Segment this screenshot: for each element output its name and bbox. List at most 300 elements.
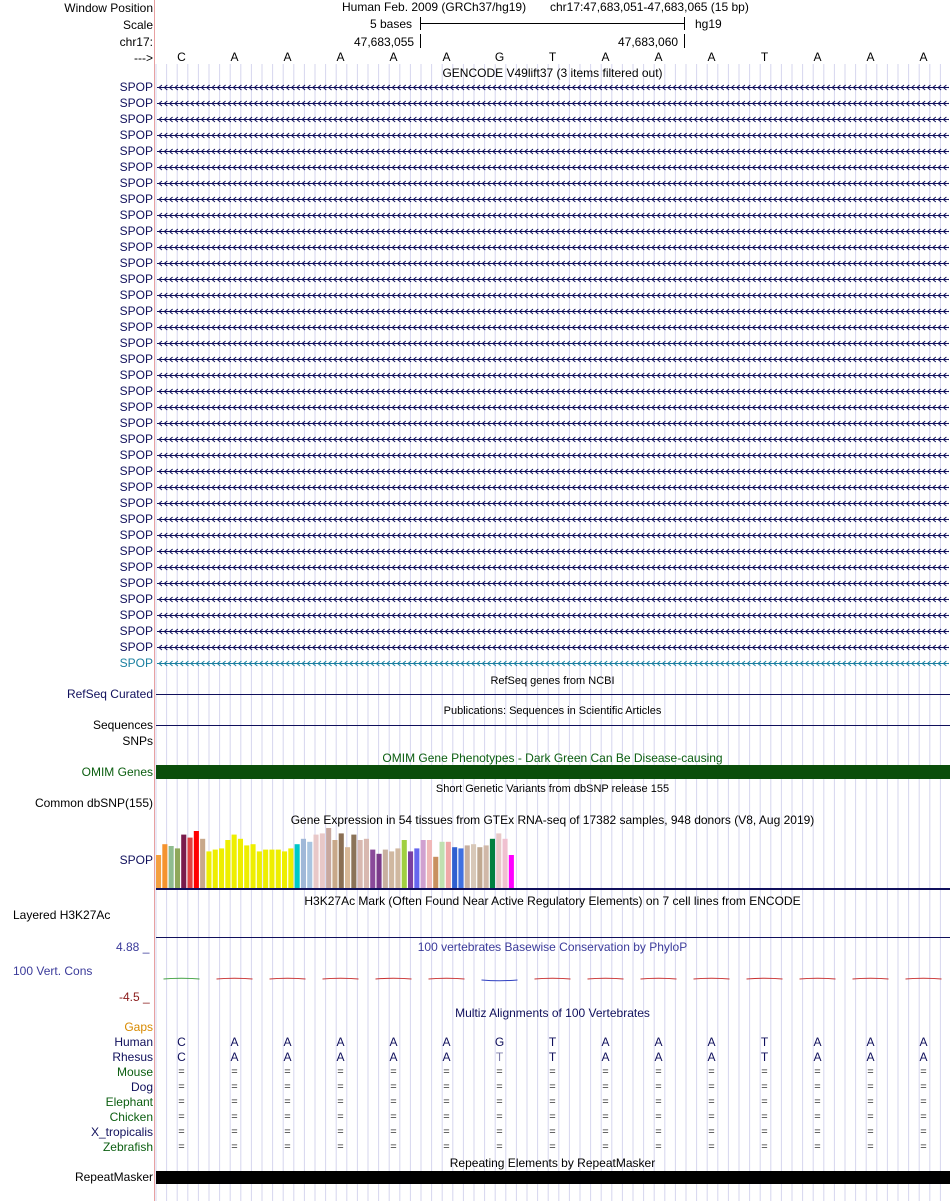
gencode-transcript[interactable] [157,545,949,558]
alignment-base: = [867,1141,874,1153]
alignment-base: = [178,1081,185,1093]
reference-base: A [336,50,345,64]
gencode-gene-label[interactable]: SPOP [119,256,153,270]
gtex-tissue-bar [377,854,382,888]
gencode-transcript[interactable] [157,561,949,574]
alignment-base: = [178,1111,185,1123]
gencode-gene-label[interactable]: SPOP [119,608,153,622]
gencode-transcript[interactable] [157,305,949,318]
alignment-base: = [549,1126,556,1138]
alignment-base: A [230,1035,239,1049]
gencode-transcript[interactable] [157,401,949,414]
gencode-transcript[interactable] [157,481,949,494]
gtex-tissue-bar [446,842,451,888]
alignment-base: = [390,1081,397,1093]
gtex-tissue-bar [427,840,432,888]
reference-base: T [548,50,557,64]
alignment-base: A [601,1035,610,1049]
species-label[interactable]: X_tropicalis [90,1125,153,1139]
gtex-tissue-bar [484,845,489,888]
reference-base: A [919,50,928,64]
gencode-gene-label[interactable]: SPOP [119,208,153,222]
alignment-base: C [177,1050,186,1064]
gtex-tissue-bar [269,850,274,888]
alignment-base: = [284,1111,291,1123]
gencode-gene-label[interactable]: SPOP [119,128,153,142]
gencode-gene-label[interactable]: SPOP [119,176,153,190]
alignment-base: = [761,1096,768,1108]
coord-right: 47,683,060 [618,35,679,49]
chrom-label: chr17: [119,35,153,49]
h3k27ac-title[interactable]: H3K27Ac Mark (Often Found Near Active Regulatory Elements) on 7 cell lines from ENCODE [304,894,801,908]
phylop-score-mark [853,978,889,979]
alignment-base: = [496,1096,503,1108]
gencode-transcript[interactable] [157,145,949,158]
refseq-title[interactable]: RefSeq genes from NCBI [490,675,615,687]
gencode-transcript[interactable] [157,129,949,142]
gtex-tissue-bar [282,851,287,888]
gtex-tissue-bar [509,855,514,888]
gencode-transcript[interactable] [157,321,949,334]
alignment-base: = [602,1126,609,1138]
alignment-base: C [177,1035,186,1049]
gencode-transcript[interactable] [157,209,949,222]
gencode-transcript[interactable] [157,369,949,382]
alignment-base: = [231,1081,238,1093]
gtex-tissue-bar [339,833,344,888]
gencode-transcript[interactable] [157,385,949,398]
gencode-transcript[interactable] [157,449,949,462]
species-label[interactable]: Zebrafish [102,1140,153,1154]
gtex-tissue-bar [345,847,350,888]
omim-label[interactable]: OMIM Genes [81,765,153,779]
gencode-transcript[interactable] [157,529,949,542]
alignment-base: A [601,1050,610,1064]
alignment-base: = [602,1066,609,1078]
gencode-transcript[interactable] [157,257,949,270]
alignment-base: = [231,1096,238,1108]
alignment-base: = [708,1141,715,1153]
repeatmasker-bar[interactable] [156,1171,950,1184]
alignment-base: = [178,1126,185,1138]
alignment-base: = [814,1111,821,1123]
gtex-tissue-bar [452,847,457,888]
alignment-base: = [708,1096,715,1108]
phylop-score-mark [217,978,253,979]
species-label[interactable]: Mouse [116,1065,153,1079]
gtex-tissue-bar [433,857,438,888]
gtex-tissue-bar [238,839,243,888]
gencode-transcript[interactable] [157,353,949,366]
gencode-transcript[interactable] [157,177,949,190]
gtex-tissue-bar [188,838,193,888]
alignment-base: = [549,1141,556,1153]
alignment-base: = [602,1141,609,1153]
alignment-base: = [443,1096,450,1108]
gtex-tissue-bar [251,844,256,888]
gtex-tissue-bar [307,842,312,888]
alignment-base: A [866,1035,875,1049]
species-label[interactable]: Human [114,1035,153,1049]
alignment-base: = [708,1066,715,1078]
scale-text: 5 bases [370,17,413,31]
alignment-base: = [655,1096,662,1108]
gencode-gene-label[interactable]: SPOP [119,592,153,606]
gtex-tissue-bar [219,848,224,888]
publications-title[interactable]: Publications: Sequences in Scientific Articles [443,705,662,717]
coord-tick-right [684,34,685,48]
gencode-gene-label[interactable]: SPOP [119,624,153,638]
alignment-base: = [655,1111,662,1123]
alignment-base: A [654,1035,663,1049]
alignment-base: T [548,1035,557,1049]
gtex-tissue-bar [465,845,470,888]
alignment-base: A [654,1050,663,1064]
gtex-tissue-bar [301,839,306,888]
phylop-score-mark [694,978,730,979]
alignment-base: = [284,1066,291,1078]
alignment-base: = [814,1096,821,1108]
gencode-transcript[interactable] [157,337,949,350]
phylop-label[interactable]: 100 Vert. Cons [13,964,93,978]
gtex-tissue-bar [408,851,413,888]
gencode-transcript[interactable] [157,241,949,254]
repeatmasker-label[interactable]: RepeatMasker [74,1170,153,1184]
alignment-base: = [920,1096,927,1108]
gencode-gene-label[interactable]: SPOP [119,80,153,94]
gencode-transcript[interactable] [157,593,949,606]
alignment-base: = [496,1066,503,1078]
alignment-base: = [337,1141,344,1153]
alignment-base: = [443,1111,450,1123]
reference-base: A [389,50,398,64]
gencode-gene-label[interactable]: SPOP [119,224,153,238]
phylop-score-mark [429,978,465,979]
alignment-base: = [655,1081,662,1093]
gencode-transcript[interactable] [157,513,949,526]
alignment-base: = [814,1081,821,1093]
gencode-gene-label[interactable]: SPOP [119,640,153,654]
alignment-base: = [443,1081,450,1093]
dbsnp-title[interactable]: Short Genetic Variants from dbSNP release 155 [435,783,670,795]
alignment-base: A [813,1035,822,1049]
alignment-base: = [920,1081,927,1093]
gencode-gene-label[interactable]: SPOP [119,96,153,110]
reference-base: A [230,50,239,64]
species-label[interactable]: Dog [130,1080,153,1094]
coord-tick-left [420,34,421,48]
gencode-gene-label[interactable]: SPOP [119,576,153,590]
alignment-base: = [655,1141,662,1153]
gtex-tissue-bar [458,848,463,888]
gencode-gene-label[interactable]: SPOP [119,192,153,206]
gtex-tissue-bar [490,839,495,888]
alignment-base: = [761,1126,768,1138]
gencode-gene-label[interactable]: SPOP [119,368,153,382]
phylop-score-mark [800,978,836,979]
gencode-transcript[interactable] [157,273,949,286]
gencode-transcript[interactable] [157,193,949,206]
species-label[interactable]: Rhesus [112,1050,153,1064]
gencode-gene-label[interactable]: SPOP [119,560,153,574]
gtex-tissue-bar [320,833,325,888]
refseq-label[interactable]: RefSeq Curated [66,687,153,701]
alignment-base: = [761,1066,768,1078]
phylop-min-label: -4.5 _ [119,990,150,1004]
alignment-base: = [920,1141,927,1153]
alignment-base: = [231,1141,238,1153]
publications-label[interactable]: Sequences [92,718,153,732]
alignment-base: = [708,1081,715,1093]
gencode-gene-label[interactable]: SPOP [119,240,153,254]
h3k27ac-line [156,937,950,938]
gencode-gene-label[interactable]: SPOP [119,400,153,414]
gencode-gene-label[interactable]: SPOP [119,160,153,174]
gtex-tissue-bar [162,844,167,888]
alignment-base: = [496,1081,503,1093]
reference-base: A [654,50,663,64]
alignment-base: A [442,1050,451,1064]
alignment-base: = [231,1111,238,1123]
gencode-transcript[interactable] [157,465,949,478]
assembly-name: Human Feb. 2009 (GRCh37/hg19) [342,0,527,14]
alignment-base: A [707,1035,716,1049]
gencode-transcript[interactable] [157,161,949,174]
gencode-gene-label[interactable]: SPOP [119,480,153,494]
position-text[interactable]: chr17:47,683,051-47,683,065 (15 bp) [550,0,749,14]
alignment-base: = [443,1066,450,1078]
alignment-base: = [920,1066,927,1078]
db-name: hg19 [695,17,722,31]
alignment-base: A [283,1050,292,1064]
alignment-base: = [549,1081,556,1093]
gencode-gene-label[interactable]: SPOP [119,112,153,126]
gencode-gene-label[interactable]: SPOP [119,288,153,302]
gencode-transcript[interactable] [157,225,949,238]
scale-bar [420,23,685,24]
gtex-tissue-bar [389,851,394,888]
snps-label[interactable]: SNPs [122,734,153,748]
gencode-title[interactable]: GENCODE V49lift37 (3 items filtered out) [442,66,663,80]
gtex-tissue-bar [295,844,300,888]
reference-base: A [866,50,875,64]
alignment-base: = [284,1126,291,1138]
alignment-base: = [231,1126,238,1138]
alignment-base: = [814,1066,821,1078]
gtex-tissue-bar [421,840,426,888]
gencode-transcript[interactable] [157,289,949,302]
alignment-base: T [495,1050,504,1064]
gencode-gene-label[interactable]: SPOP [119,352,153,366]
alignment-base: A [919,1050,928,1064]
alignment-base: = [867,1066,874,1078]
gencode-gene-label[interactable]: SPOP [119,416,153,430]
window-position-label: Window Position [64,1,153,15]
species-label[interactable]: Chicken [109,1110,153,1124]
alignment-base: = [761,1081,768,1093]
reference-base: T [760,50,769,64]
omim-title[interactable]: OMIM Gene Phenotypes - Dark Green Can Be Disease-causing [382,751,723,765]
alignment-base: = [390,1141,397,1153]
alignment-base: = [655,1066,662,1078]
alignment-base: = [655,1126,662,1138]
gtex-tissue-bar [288,848,293,888]
gencode-transcript[interactable] [157,97,949,110]
gtex-tissue-bar [276,850,281,888]
gtex-tissue-bar [471,844,476,888]
gencode-gene-label[interactable]: SPOP [119,656,153,670]
refseq-line[interactable] [156,694,950,695]
gencode-transcript[interactable] [157,81,949,94]
alignment-base: = [549,1096,556,1108]
phylop-graph[interactable] [156,970,950,990]
h3k27ac-label[interactable]: Layered H3K27Ac [13,908,111,922]
alignment-base: = [178,1141,185,1153]
gencode-gene-label[interactable]: SPOP [119,496,153,510]
gencode-gene-label[interactable]: SPOP [119,448,153,462]
alignment-base: = [867,1096,874,1108]
alignment-base: A [389,1050,398,1064]
alignment-base: = [390,1096,397,1108]
gencode-gene-label[interactable]: SPOP [119,432,153,446]
gtex-tissue-bar [332,840,337,888]
gencode-transcript[interactable] [157,625,949,638]
dbsnp-label[interactable]: Common dbSNP(155) [34,796,153,810]
gtex-tissue-bar [496,833,501,888]
gtex-tissue-bar [213,850,218,888]
gencode-gene-label[interactable]: SPOP [119,272,153,286]
alignment-base: = [867,1111,874,1123]
alignment-base: A [230,1050,239,1064]
alignment-base: A [919,1035,928,1049]
alignment-base: = [337,1126,344,1138]
alignment-base: G [494,1035,505,1049]
alignment-base: A [336,1035,345,1049]
gencode-gene-label[interactable]: SPOP [119,304,153,318]
gtex-tissue-bar [181,835,186,888]
alignment-base: = [390,1066,397,1078]
gtex-tissue-bar [414,848,419,888]
gtex-tissue-bar [232,835,237,888]
omim-bar[interactable] [156,765,950,779]
alignment-base: = [920,1111,927,1123]
alignment-base: A [283,1035,292,1049]
gencode-gene-label[interactable]: SPOP [119,512,153,526]
alignment-base: A [866,1050,875,1064]
publications-line[interactable] [156,725,950,726]
scale-label: Scale [122,18,153,32]
gencode-gene-label[interactable]: SPOP [119,544,153,558]
gencode-transcript[interactable] [157,577,949,590]
gtex-tissue-bar [314,835,319,888]
reference-base: G [494,50,505,64]
gencode-gene-label[interactable]: SPOP [119,464,153,478]
alignment-base: = [920,1126,927,1138]
gencode-transcript[interactable] [157,113,949,126]
gencode-transcript[interactable] [157,609,949,622]
gencode-gene-label[interactable]: SPOP [119,528,153,542]
alignment-base: = [761,1111,768,1123]
phylop-score-mark [164,978,200,979]
gtex-tissue-bar [156,855,161,888]
alignment-base: = [602,1081,609,1093]
alignment-base: = [814,1126,821,1138]
alignment-base: = [496,1111,503,1123]
alignment-base: A [707,1050,716,1064]
alignment-base: = [443,1141,450,1153]
alignment-base: = [602,1111,609,1123]
alignment-base: = [337,1111,344,1123]
alignment-base: = [231,1066,238,1078]
gencode-transcript[interactable] [157,497,949,510]
alignment-base: = [814,1141,821,1153]
phylop-score-mark [906,978,942,979]
gencode-gene-label[interactable]: SPOP [119,384,153,398]
strand-label: ---> [134,51,153,65]
alignment-base: = [390,1111,397,1123]
gencode-gene-label[interactable]: SPOP [119,144,153,158]
gtex-tissue-bar [244,845,249,888]
alignment-base: = [708,1126,715,1138]
phylop-score-mark [270,978,306,979]
gtex-tissue-bar [175,848,180,888]
alignment-base: = [496,1141,503,1153]
alignment-base: T [760,1050,769,1064]
gencode-transcript[interactable] [157,657,949,670]
alignment-base: = [284,1141,291,1153]
phylop-score-mark [482,980,518,981]
alignment-base: = [602,1096,609,1108]
gtex-title[interactable]: Gene Expression in 54 tissues from GTEx RNA-seq of 17382 samples, 948 donors (V8, Aug 2019) [290,813,815,827]
multiz-title[interactable]: Multiz Alignments of 100 Vertebrates [455,1006,650,1020]
gtex-bar-chart[interactable] [156,826,950,890]
phylop-score-mark [535,978,571,979]
gaps-label: Gaps [124,1020,153,1034]
alignment-base: = [496,1126,503,1138]
species-label[interactable]: Elephant [105,1095,153,1109]
alignment-base: = [867,1126,874,1138]
label-divider [154,0,155,1201]
reference-base: A [601,50,610,64]
reference-base: C [177,50,186,64]
alignment-base: = [549,1111,556,1123]
scale-tick-right [684,17,685,30]
gtex-tissue-bar [200,839,205,888]
gtex-tissue-bar [206,851,211,888]
gtex-tissue-bar [326,828,331,888]
gencode-gene-label[interactable]: SPOP [119,320,153,334]
phylop-max-label: 4.88 _ [116,940,150,954]
alignment-base: A [442,1035,451,1049]
repeatmasker-title[interactable]: Repeating Elements by RepeatMasker [449,1156,656,1170]
alignment-base: = [708,1111,715,1123]
gencode-transcript[interactable] [157,433,949,446]
gtex-label[interactable]: SPOP [119,853,153,867]
phylop-score-mark [376,978,412,979]
gencode-gene-label[interactable]: SPOP [119,336,153,350]
alignment-base: A [336,1050,345,1064]
alignment-base: = [284,1096,291,1108]
reference-base: A [283,50,292,64]
phylop-score-mark [323,978,359,979]
phylop-score-mark [747,978,783,979]
gencode-transcript[interactable] [157,641,949,654]
alignment-base: A [389,1035,398,1049]
phylop-title[interactable]: 100 vertebrates Basewise Conservation by PhyloP [417,940,688,954]
gencode-transcript[interactable] [157,417,949,430]
gtex-tissue-bar [263,850,268,888]
alignment-base: = [337,1081,344,1093]
